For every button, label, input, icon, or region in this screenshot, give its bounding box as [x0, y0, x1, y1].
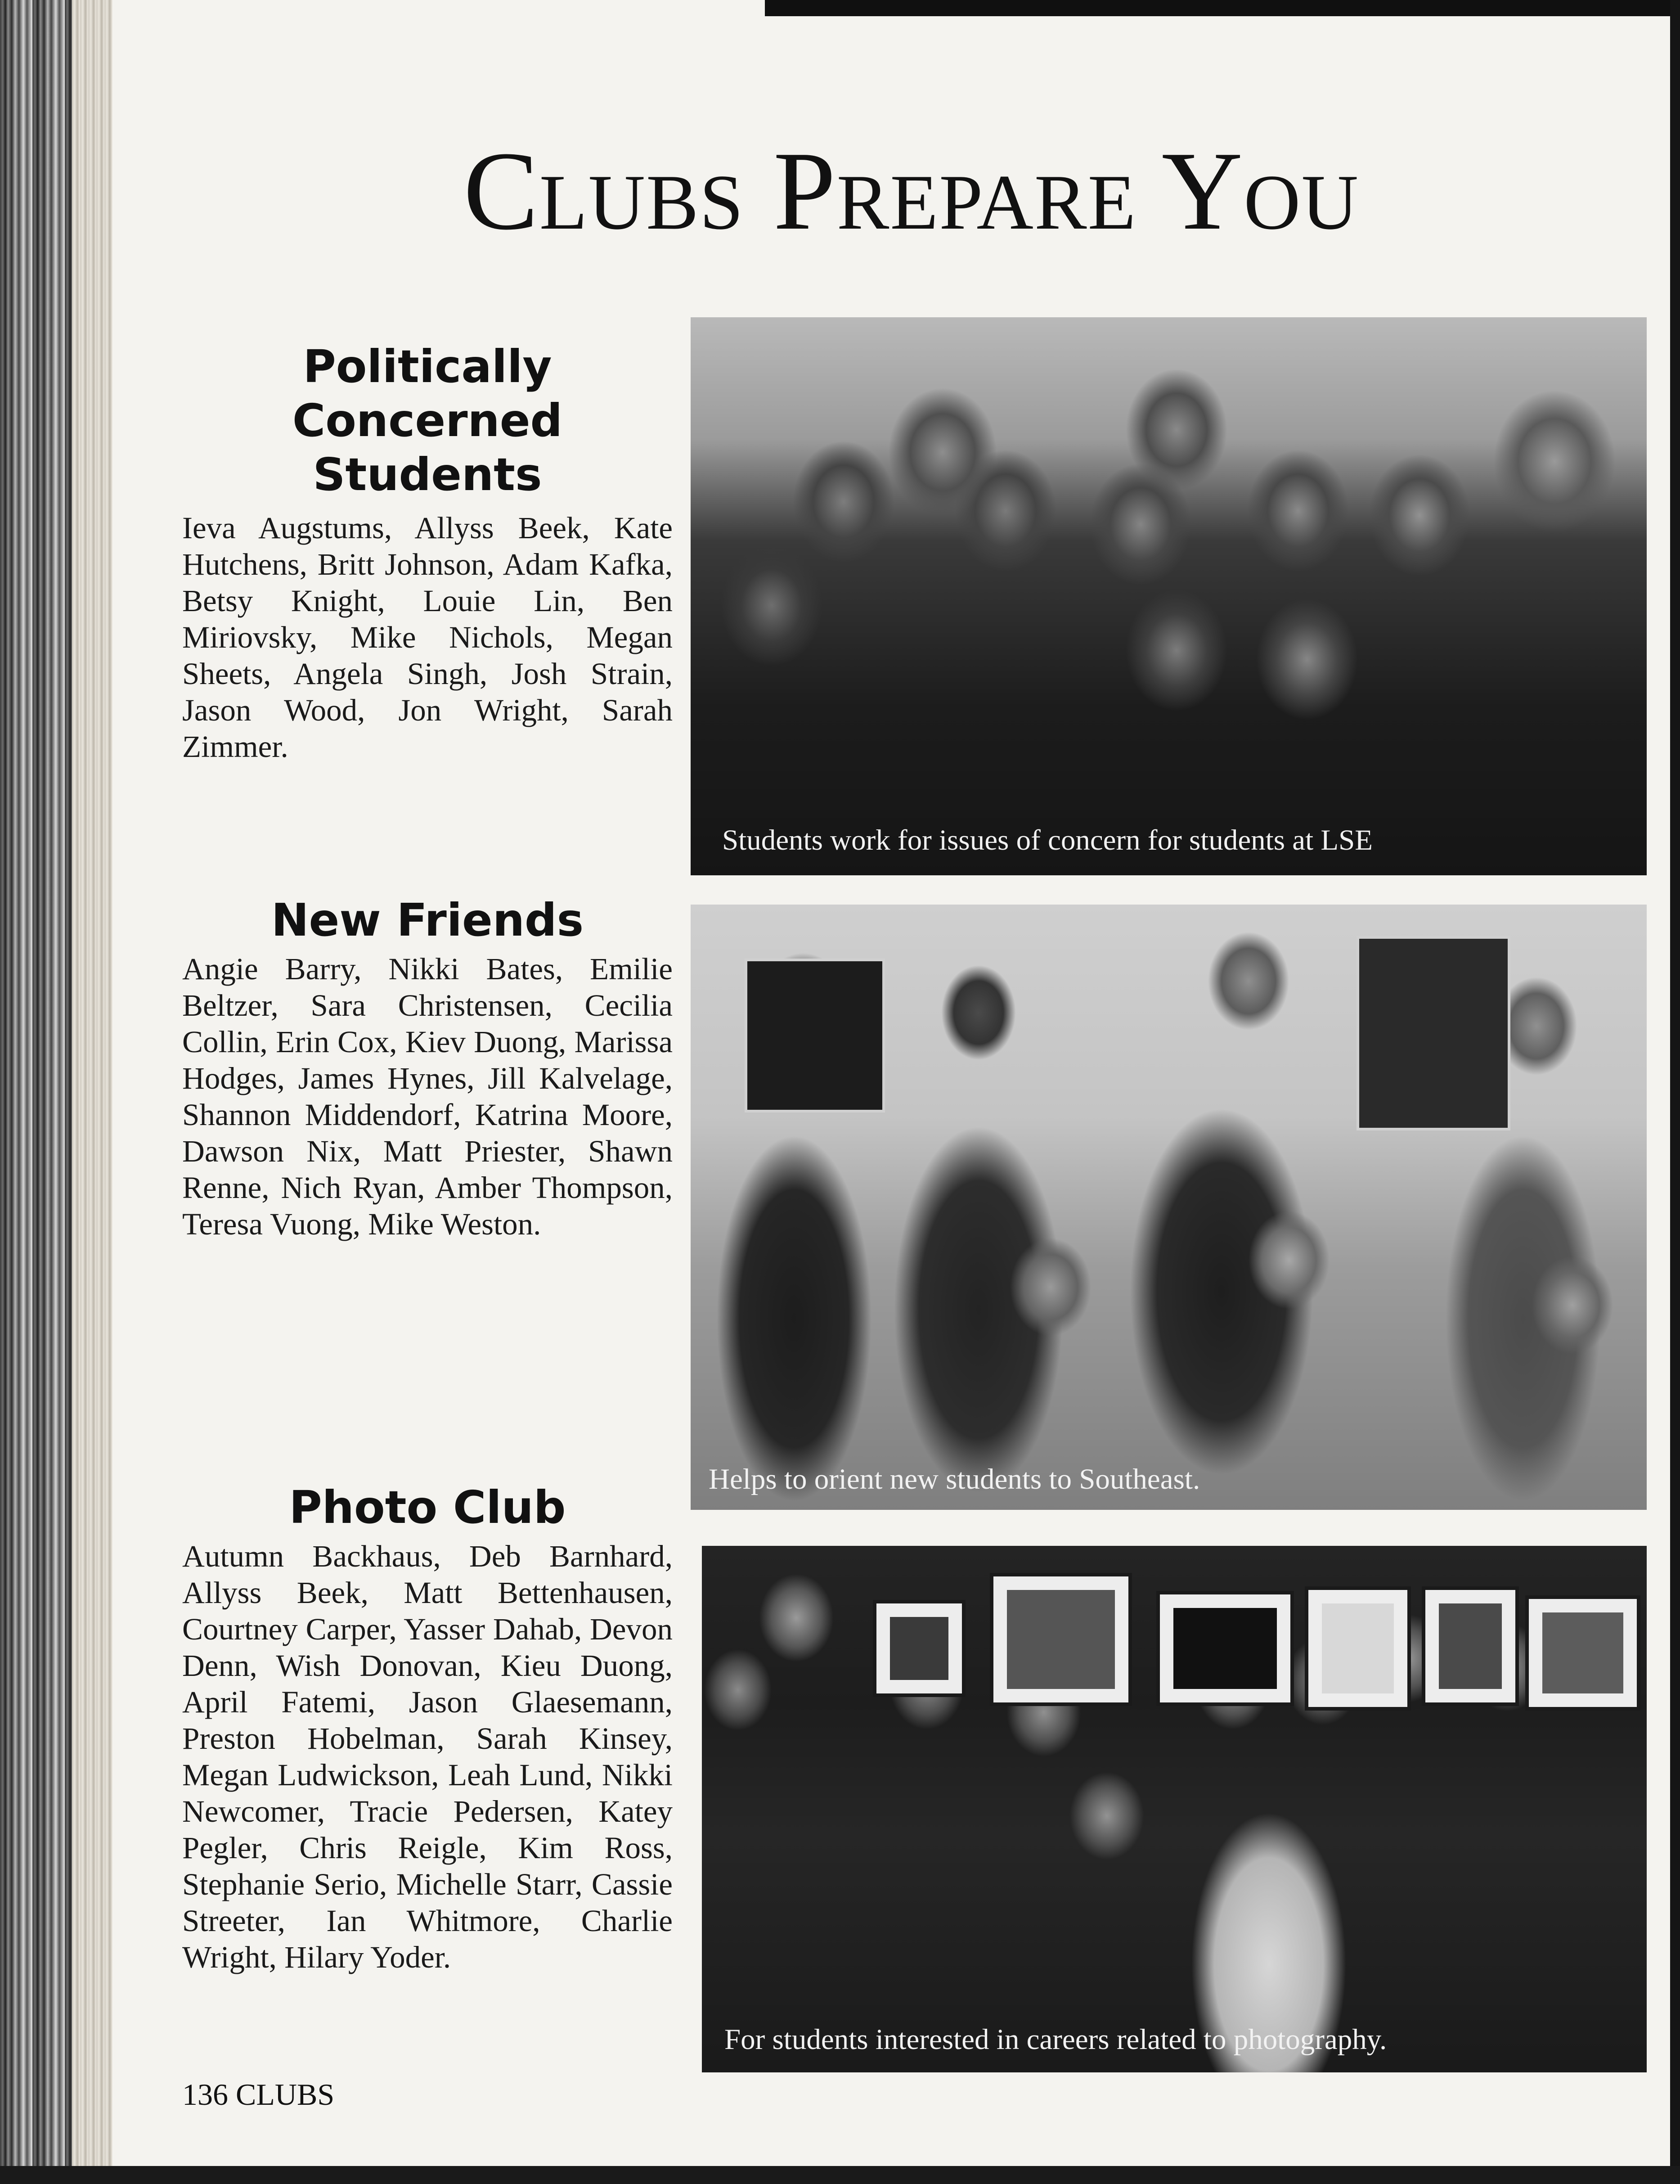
page-edge-stripes: [72, 0, 112, 2184]
club-members: Ieva Augstums, Allyss Beek, Kate Hutchens, Britt Johnson, Adam Kafka, Betsy Knight, Louie Lin, Ben Miriovsky, Mike Nichols, Megan Sheets, Angela Singh, Josh Strain, Jason Wood, Jon Wright, Sarah Zimmer.: [182, 511, 673, 764]
scan-border-right: [1670, 0, 1680, 2184]
page-title: Clubs Prepare You: [463, 129, 1360, 253]
framed-photograph: [873, 1600, 966, 1697]
group-photo-politically-concerned-students: [691, 317, 1647, 875]
club-heading: Photo Club: [289, 1481, 566, 1534]
scan-border-bottom: [0, 2166, 1680, 2184]
club-heading: Politically Concerned Students: [292, 340, 563, 501]
framed-photograph: [1525, 1595, 1640, 1711]
group-photo-photo-club: [702, 1546, 1647, 2072]
photo-caption: Students work for issues of concern for students at LSE: [722, 824, 1373, 856]
group-photo-new-friends: [691, 905, 1647, 1510]
club-section-new-friends: [182, 894, 673, 1243]
club-section-photo-club: [182, 1481, 673, 1976]
club-members: Angie Barry, Nikki Bates, Emilie Beltzer, Sara Christensen, Cecilia Collin, Erin Cox, Kiev Duong, Marissa Hodges, James Hynes, Jill Kalvelage, Shannon Middendorf, Katrina Moore, Dawson Nix, Matt Priester, Shawn Renne, Nich Ryan, Amber Thompson, Teresa Vuong, Mike Weston.: [182, 952, 673, 1241]
photo-caption: For students interested in careers related to photography.: [724, 2023, 1387, 2056]
framed-photograph: [1305, 1586, 1411, 1711]
wall-poster: [745, 959, 885, 1112]
framed-photograph: [1156, 1591, 1294, 1706]
page-folio: 136 CLUBS: [182, 2077, 335, 2112]
wall-poster: [1357, 936, 1510, 1130]
framed-photograph: [1422, 1586, 1519, 1706]
scan-border-top: [765, 0, 1680, 16]
club-section-politically-concerned-students: [182, 340, 673, 765]
framed-photograph: [990, 1573, 1132, 1706]
club-members: Autumn Backhaus, Deb Barnhard, Allyss Beek, Matt Bettenhausen, Courtney Carper, Yasser Dahab, Devon Denn, Wish Donovan, Kieu Duong, April Fatemi, Jason Glaesemann, Preston Hobelman, Sarah Kinsey, Megan Ludwickson, Leah Lund, Nikki Newcomer, Tracie Pedersen, Katey Pegler, Chris Reigle, Kim Ross, Stephanie Serio, Michelle Starr, Cassie Streeter, Ian Whitmore, Charlie Wright, Hilary Yoder.: [182, 1539, 673, 1974]
photo-caption: Helps to orient new students to Southeast.: [709, 1463, 1200, 1495]
club-heading: New Friends: [271, 894, 584, 946]
